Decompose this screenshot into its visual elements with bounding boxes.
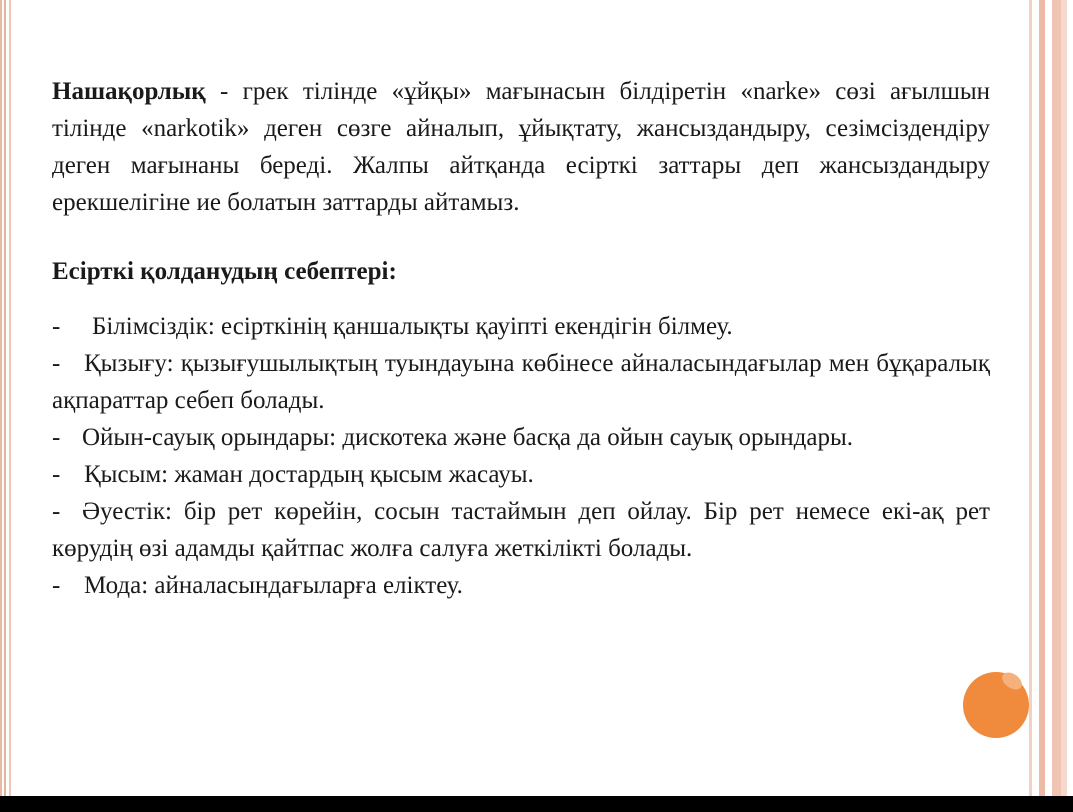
- list-item: [52, 493, 990, 567]
- bottom-bar: [0, 796, 1073, 812]
- list-item: [52, 456, 990, 493]
- slide-left-border: [0, 0, 14, 796]
- list-dash: -: [52, 313, 61, 340]
- list-dash: -: [52, 572, 61, 599]
- slide-content: [52, 73, 990, 604]
- list-dash: -: [52, 498, 61, 525]
- list-dash: -: [52, 424, 61, 451]
- list-item-text: Әуестік: бір рет көрейін, сосын тастаймын деп ойлау. Бір рет немесе екі-ақ рет көрудің өзі адамды қайтпас жолға салуға жеткілікті болады.: [52, 498, 990, 562]
- list-dash: -: [52, 350, 61, 377]
- list-item-text: Ойын-сауық орындары: дискотека және басқа да ойын сауық орындары.: [82, 424, 854, 451]
- list-item: [52, 308, 990, 345]
- list-dash: -: [52, 461, 61, 488]
- intro-term: Нашақорлық: [52, 78, 206, 105]
- intro-paragraph: [52, 73, 990, 221]
- list-item: [52, 345, 990, 419]
- section-heading: Есірткі қолданудың себептері:: [52, 258, 397, 285]
- list-item-text: Қызығу: қызығушылықтың туындауына көбінесе айналасындағылар мен бұқаралық ақпараттар себеп болады.: [52, 350, 990, 414]
- list-item: [52, 567, 990, 604]
- slide-right-border: [1025, 0, 1073, 796]
- intro-text: - грек тілінде «ұйқы» мағынасын білдіретін «narke» сөзі ағылшын тілінде «narkotik» деген сөзге айналып, ұйықтату, жансыздандыру, сезімсіздендіру деген мағынаны береді. Жалпы айтқанда есірткі заттары деп жансыздандыру ерекшелігіне ие болатын заттарды айтамыз.: [52, 78, 990, 216]
- reasons-list: [52, 308, 990, 604]
- list-item-text: Қысым: жаман достардың қысым жасауы.: [84, 461, 534, 488]
- list-item: [52, 419, 990, 456]
- list-item-text: Мода: айналасындағыларға еліктеу.: [84, 572, 463, 599]
- list-item-text: Білімсіздік: есірткінің қаншалықты қауіпті екендігін білмеу.: [92, 313, 733, 340]
